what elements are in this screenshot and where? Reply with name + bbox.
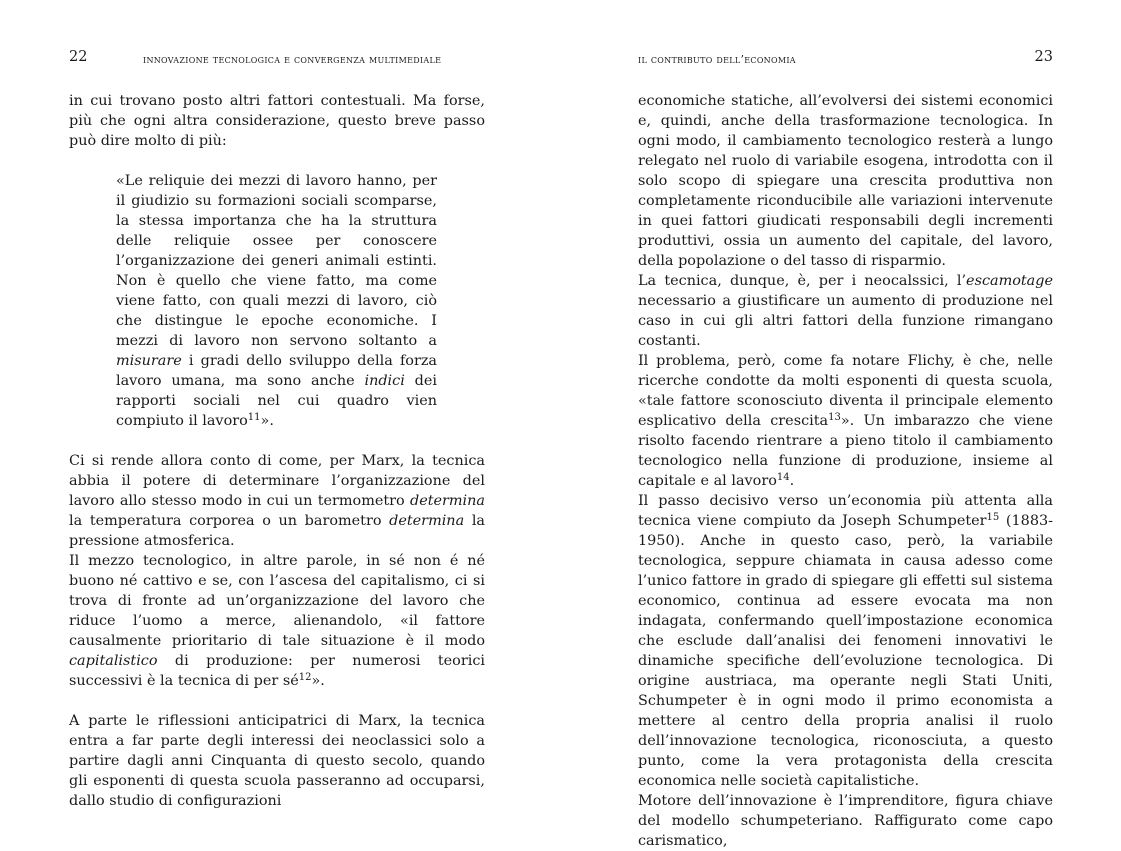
paragraph: Il mezzo tecnologico, in altre parole, in sé non é né buono né cattivo e se, con l’ascesa del capitalismo, ci si trova di fronte ad un’organizzazione del lavoro che riduce l’uomo a merce, alienandolo, «il fattore causalmente prioritario di tale situazione è il modo capitalistico di produzione: per numerosi teorici successivi è la tecnica di per $sé^{12}$». bbox=[69, 553, 485, 689]
left-page bbox=[69, 0, 485, 809]
paragraph: Motore dell’innovazione è l’imprenditore, figura chiave del modello schumpeteriano. Raffigurato come capo carismatico, bbox=[638, 793, 1053, 849]
footnote-ref: 12 bbox=[298, 672, 312, 683]
page-number: 22 bbox=[69, 49, 88, 65]
paragraph: economiche statiche, all’evolversi dei sistemi economici e, quindi, anche della trasformazione tecnologica. In ogni modo, il cambiamento tecnologico resterà a lungo relegato nel ruolo di variabile esogena, introdotta con il solo scopo di spiegare una crescita produttiva non completamente riconducibile alle variazioni intervenute in quei fattori giudicati responsabili degli incrementi produttivi, ossia un aumento del capitale, del lavoro, della popolazione o del tasso di risparmio. bbox=[638, 93, 1053, 269]
page-number: 23 bbox=[1034, 49, 1053, 65]
running-head: innovazione tecnologica e convergenza multimediale bbox=[143, 53, 442, 66]
right-page bbox=[638, 0, 1053, 849]
footnote-ref: 11 bbox=[247, 412, 261, 423]
block-quote bbox=[116, 171, 437, 431]
paragraph: La tecnica, dunque, è, per i neocalssici, l’escamotage necessario a giustificare un aumento di produzione nel caso in cui gli altri fattori della funzione rimangano costanti. bbox=[638, 273, 1053, 349]
paragraph: Ci si rende allora conto di come, per Marx, la tecnica abbia il potere di determinare l’organizzazione del lavoro allo stesso modo in cui un termometro determina la temperatura corporea o un barometro determina la pressione atmosferica. bbox=[69, 453, 485, 549]
paragraph: Il problema, però, come fa notare Flichy, è che, nelle ricerche condotte da molti esponenti di questa scuola, «tale fattore sconosciuto diventa il principale elemento esplicativo della crescita$^{13}$». Un imbarazzo che viene risolto facendo rientrare a pieno titolo il cambiamento tecnologico nella funzione di produzione, insieme al capitale e al lavoro$^{14}$. bbox=[638, 353, 1053, 489]
page-body bbox=[69, 91, 485, 811]
footnote-ref: 14 bbox=[776, 472, 790, 483]
footnote-ref: 13 bbox=[828, 412, 841, 423]
quote-text: «Le reliquie dei mezzi di lavoro hanno, per il giudizio su formazioni sociali scomparse, la stessa importanza che ha la struttura delle reliquie ossee per conoscere l’organizzazione dei generi animali estinti. Non è quello che viene fatto, ma come viene fatto, con quali mezzi di lavoro, ciò che distingue le epoche economiche. I mezzi di lavoro non servono soltanto a misurare i gradi dello sviluppo della forza lavoro umana, ma sono anche indici dei rapporti sociali nel cui quadro vien compiuto il lavoro$^{11}$». bbox=[116, 173, 437, 429]
paragraph: in cui trovano posto altri fattori contestuali. Ma forse, più che ogni altra considerazione, questo breve passo può dire molto di più: bbox=[69, 93, 485, 149]
paragraph: A parte le riflessioni anticipatrici di Marx, la tecnica entra a far parte degli interessi dei neoclassici solo a partire dagli anni Cinquanta di questo secolo, quando gli esponenti di questa scuola passeranno ad occuparsi, dallo studio di configurazioni bbox=[69, 713, 485, 809]
footnote-ref: 15 bbox=[986, 512, 1000, 523]
running-head: il contributo dell’economia bbox=[638, 53, 796, 66]
page-body bbox=[638, 91, 1053, 851]
paragraph: Il passo decisivo verso un’economia più attenta alla tecnica viene compiuto da Joseph Schumpeter$^{15}$ (1883-1950). Anche in questo caso, però, la variabile tecnologica, seppure chiamata in causa adesso come l’unico fattore in grado di spiegare gli effetti sul sistema economico, continua ad essere evocata ma non indagata, confermando quell’impostazione economica che esclude dall’analisi dei fenomeni innovativi le dinamiche specifiche dell’evoluzione tecnologica. Di origine austriaca, ma operante negli Stati Uniti, Schumpeter è in ogni modo il primo economista a mettere al centro della propria analisi il ruolo dell’innovazione tecnologica, riconosciuta, a questo punto, come la vera protagonista della crescita economica nelle società capitalistiche. bbox=[638, 493, 1053, 789]
